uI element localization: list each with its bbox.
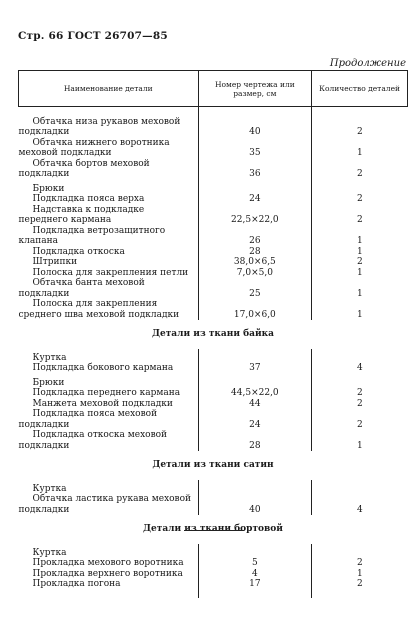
col-header-number: Номер чертежа или размер, см <box>198 71 312 107</box>
table-row <box>19 205 408 226</box>
table-row <box>19 409 408 430</box>
empty-cell <box>312 544 408 559</box>
part-name: Обтачка ластика рукава меховой подкладки <box>18 494 192 515</box>
group-label: Куртка <box>32 547 67 558</box>
part-qty: 2 <box>312 558 408 569</box>
part-name: Полоска для закрепления среднего шва меховой подкладки <box>18 299 180 320</box>
part-name: Подкладка ветрозащитного клапана <box>18 225 166 246</box>
table-end <box>19 590 408 598</box>
part-qty: 1 <box>312 299 408 320</box>
empty-cell <box>198 374 312 389</box>
part-name: Манжета меховой подкладки <box>32 398 173 409</box>
part-qty: 4 <box>312 494 408 515</box>
empty-cell <box>198 480 312 495</box>
table-row <box>19 363 408 374</box>
section-row <box>19 451 408 480</box>
part-number: 22,5×22,0 <box>198 205 312 226</box>
part-qty: 2 <box>312 194 408 205</box>
table-body <box>19 107 408 598</box>
part-number: 17,0×6,0 <box>198 299 312 320</box>
part-number: 35 <box>198 138 312 159</box>
group-row <box>19 349 408 364</box>
part-name: Подкладка пояса меховой подкладки <box>18 409 158 430</box>
table-row <box>19 268 408 279</box>
group-row <box>19 544 408 559</box>
part-qty: 1 <box>312 226 408 247</box>
empty-cell <box>312 180 408 195</box>
table-row <box>19 494 408 515</box>
part-qty: 1 <box>312 247 408 258</box>
part-qty: 2 <box>312 399 408 410</box>
part-qty: 2 <box>312 159 408 180</box>
end-rule <box>184 530 244 531</box>
table-row <box>19 226 408 247</box>
part-number: 40 <box>198 117 312 138</box>
empty-cell <box>19 590 199 598</box>
part-number: 36 <box>198 159 312 180</box>
part-number: 24 <box>198 409 312 430</box>
part-name: Надставка к подкладке переднего кармана <box>18 204 145 225</box>
section-row <box>19 320 408 349</box>
part-number: 28 <box>198 430 312 451</box>
part-name: Прокладка верхнего воротника <box>32 568 183 579</box>
part-name: Штрипки <box>32 257 78 267</box>
part-name: Обтачка бортов меховой подкладки <box>18 158 150 179</box>
group-label: Брюки <box>32 377 65 388</box>
section-title: Детали из ткани бортовой <box>143 524 283 534</box>
part-number: 28 <box>198 247 312 258</box>
part-number: 44 <box>198 399 312 410</box>
part-number: 5 <box>198 558 312 569</box>
section-title: Детали из ткани байка <box>152 329 274 339</box>
part-qty: 2 <box>312 205 408 226</box>
group-row <box>19 180 408 195</box>
part-qty: 2 <box>312 409 408 430</box>
table-row <box>19 117 408 138</box>
part-name: Полоска для закрепления петли <box>32 267 189 278</box>
part-number: 25 <box>198 278 312 299</box>
part-qty: 1 <box>312 278 408 299</box>
table-row <box>19 579 408 590</box>
part-qty: 2 <box>312 117 408 138</box>
section-title: Детали из ткани сатин <box>152 460 274 470</box>
part-name: Обтачка банта меховой подкладки <box>18 278 145 299</box>
part-number: 40 <box>198 494 312 515</box>
col-header-qty: Количество деталей <box>312 71 408 107</box>
part-number: 4 <box>198 569 312 580</box>
col-header-name: Наименование детали <box>19 71 199 107</box>
part-name: Прокладка погона <box>32 579 121 589</box>
parts-table <box>18 70 408 598</box>
table-row <box>19 430 408 451</box>
table-row <box>19 388 408 399</box>
empty-cell <box>312 480 408 495</box>
part-qty: 1 <box>312 430 408 451</box>
table-row <box>19 278 408 299</box>
table-row <box>19 257 408 268</box>
empty-cell <box>198 349 312 364</box>
part-number: 26 <box>198 226 312 247</box>
part-name: Обтачка нижнего воротника меховой подкладки <box>18 137 170 158</box>
part-qty: 2 <box>312 579 408 590</box>
group-label: Брюки <box>32 183 65 194</box>
part-qty: 4 <box>312 363 408 374</box>
empty-cell <box>312 349 408 364</box>
part-qty: 1 <box>312 268 408 279</box>
part-name: Прокладка мехового воротника <box>32 558 184 568</box>
table-row <box>19 138 408 159</box>
part-name: Подкладка переднего кармана <box>32 388 181 398</box>
table-row <box>19 399 408 410</box>
part-qty: 1 <box>312 138 408 159</box>
table-header-row <box>19 71 408 107</box>
empty-cell <box>312 374 408 389</box>
part-number: 38,0×6,5 <box>198 257 312 268</box>
part-name: Подкладка откоска меховой подкладки <box>18 430 168 451</box>
part-qty: 2 <box>312 257 408 268</box>
part-name: Подкладка откоска <box>32 246 125 257</box>
part-number: 17 <box>198 579 312 590</box>
table-row <box>19 194 408 205</box>
empty-cell <box>312 590 408 598</box>
table-row <box>19 569 408 580</box>
table-row <box>19 247 408 258</box>
table-row <box>19 159 408 180</box>
page-header: Стр. 66 ГОСТ 26707—85 <box>18 30 168 42</box>
part-number: 44,5×22,0 <box>198 388 312 399</box>
table-row <box>19 558 408 569</box>
continuation-label: Продолжение <box>329 58 406 69</box>
part-name: Обтачка низа рукавов меховой подкладки <box>18 116 181 137</box>
part-qty: 1 <box>312 569 408 580</box>
group-row <box>19 374 408 389</box>
part-name: Подкладка бокового кармана <box>32 363 174 373</box>
part-number: 7,0×5,0 <box>198 268 312 279</box>
empty-cell <box>198 544 312 559</box>
group-label: Куртка <box>32 483 67 494</box>
part-qty: 2 <box>312 388 408 399</box>
empty-cell <box>198 180 312 195</box>
part-number: 24 <box>198 194 312 205</box>
group-row <box>19 480 408 495</box>
part-name: Подкладка пояса верха <box>32 194 145 204</box>
table-row <box>19 299 408 320</box>
group-label: Куртка <box>32 352 67 363</box>
empty-cell <box>198 590 312 598</box>
part-number: 37 <box>198 363 312 374</box>
